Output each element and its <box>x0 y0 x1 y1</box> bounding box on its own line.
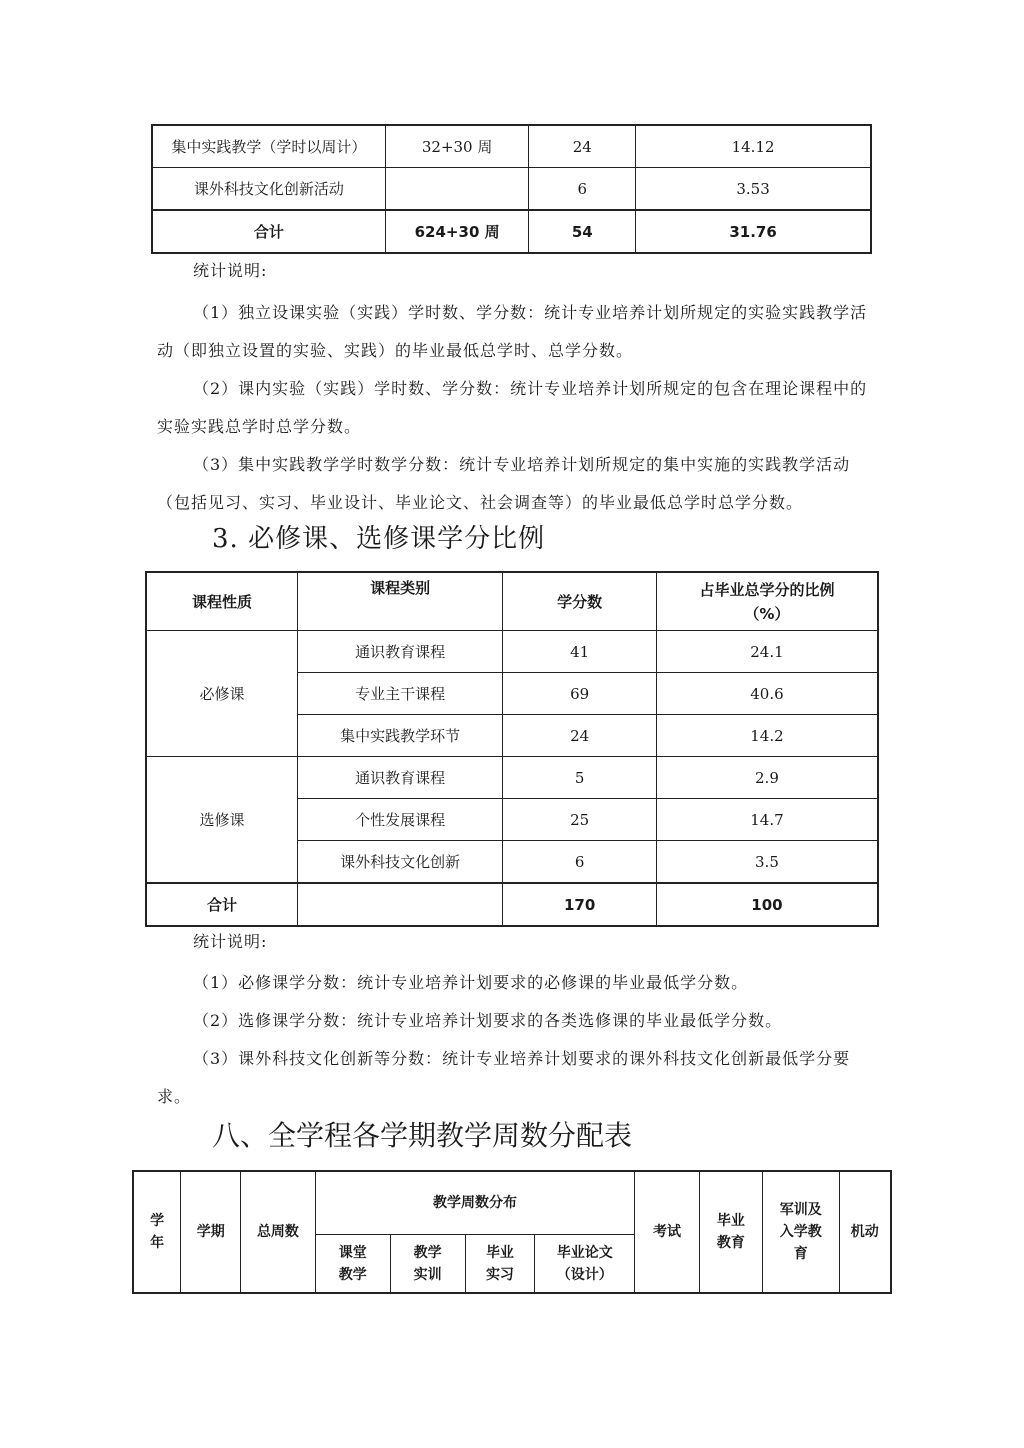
total-credits: 170 <box>503 883 657 926</box>
note-item: （1）独立设课实验（实践）学时数、学分数：统计专业培养计划所规定的实验实践教学活动（即独立设置的实验、实践）的毕业最低总学时、总学分数。 <box>157 303 868 360</box>
note-item: （2）课内实验（实践）学时数、学分数：统计专业培养计划所规定的包含在理论课程中的实验实践总学时总学分数。 <box>157 379 868 436</box>
row-credits: 6 <box>503 841 657 884</box>
table-row <box>146 757 878 799</box>
row-category: 专业主干课程 <box>298 673 503 715</box>
notes-label: 统计说明: <box>193 261 268 280</box>
total-ratio: 31.76 <box>636 210 871 253</box>
notes-label: 统计说明: <box>193 932 268 951</box>
section-heading: 3. 必修课、选修课学分比例 <box>212 524 546 554</box>
header-exam: 考试 <box>635 1171 700 1293</box>
row-credits: 6 <box>529 168 636 211</box>
row-name: 课外科技文化创新活动 <box>152 168 385 211</box>
header-thesis: 毕业论文（设计） <box>535 1235 635 1294</box>
total-nature: 合计 <box>146 883 298 926</box>
row-ratio: 14.2 <box>656 715 878 757</box>
header-training: 教学实训 <box>390 1235 465 1294</box>
group-nature: 必修课 <box>146 631 298 757</box>
header-row <box>133 1171 891 1235</box>
row-ratio: 2.9 <box>656 757 878 799</box>
total-name: 合计 <box>152 210 385 253</box>
total-row <box>146 883 878 926</box>
row-category: 个性发展课程 <box>298 799 503 841</box>
credit-ratio-table <box>145 571 879 927</box>
row-credits: 41 <box>503 631 657 673</box>
total-ratio: 100 <box>656 883 878 926</box>
header-flexible: 机动 <box>839 1171 891 1293</box>
week-distribution-table <box>132 1170 892 1294</box>
note-item: （3）集中实践教学学时数学分数：统计专业培养计划所规定的集中实施的实践教学活动（包括见习、实习、毕业设计、毕业论文、社会调查等）的毕业最低总学时总学分数。 <box>157 455 851 512</box>
header-credits: 学分数 <box>503 572 657 631</box>
row-hours: 32+30 周 <box>385 125 529 168</box>
table-row <box>152 125 871 168</box>
header-semester: 学期 <box>181 1171 241 1293</box>
row-credits: 24 <box>529 125 636 168</box>
total-hours: 624+30 周 <box>385 210 529 253</box>
total-credits: 54 <box>529 210 636 253</box>
table-row <box>152 168 871 211</box>
note-item: （1）必修课学分数：统计专业培养计划要求的必修课的毕业最低学分数。 <box>193 973 749 992</box>
total-category <box>298 883 503 926</box>
header-total-weeks: 总周数 <box>241 1171 316 1293</box>
row-category: 集中实践教学环节 <box>298 715 503 757</box>
row-ratio: 40.6 <box>656 673 878 715</box>
row-name: 集中实践教学（学时以周计） <box>152 125 385 168</box>
header-category: 课程类别 <box>298 572 503 631</box>
total-row <box>152 210 871 253</box>
practice-stats-table <box>151 124 872 254</box>
row-ratio: 3.53 <box>636 168 871 211</box>
row-hours <box>385 168 529 211</box>
header-ratio: 占毕业总学分的比例（%） <box>656 572 878 631</box>
row-ratio: 3.5 <box>656 841 878 884</box>
header-distribution: 教学周数分布 <box>315 1171 634 1235</box>
row-ratio: 14.7 <box>656 799 878 841</box>
header-graduation: 毕业教育 <box>699 1171 762 1293</box>
row-credits: 25 <box>503 799 657 841</box>
note-item: （2）选修课学分数：统计专业培养计划要求的各类选修课的毕业最低学分数。 <box>193 1011 783 1030</box>
row-ratio: 14.12 <box>636 125 871 168</box>
row-category: 通识教育课程 <box>298 757 503 799</box>
row-credits: 69 <box>503 673 657 715</box>
header-row <box>146 572 878 631</box>
chapter-heading: 八、全学程各学期教学周数分配表 <box>212 1119 633 1152</box>
row-credits: 24 <box>503 715 657 757</box>
row-credits: 5 <box>503 757 657 799</box>
header-internship: 毕业实习 <box>465 1235 535 1294</box>
table-row <box>146 631 878 673</box>
header-classroom: 课堂教学 <box>315 1235 390 1294</box>
header-military: 军训及入学教育 <box>762 1171 839 1293</box>
header-nature: 课程性质 <box>146 572 298 631</box>
header-year: 学年 <box>150 1213 165 1251</box>
note-item: （3）课外科技文化创新等分数：统计专业培养计划要求的课外科技文化创新最低学分要求。 <box>157 1049 851 1106</box>
row-category: 课外科技文化创新 <box>298 841 503 884</box>
row-ratio: 24.1 <box>656 631 878 673</box>
row-category: 通识教育课程 <box>298 631 503 673</box>
group-nature: 选修课 <box>146 757 298 884</box>
